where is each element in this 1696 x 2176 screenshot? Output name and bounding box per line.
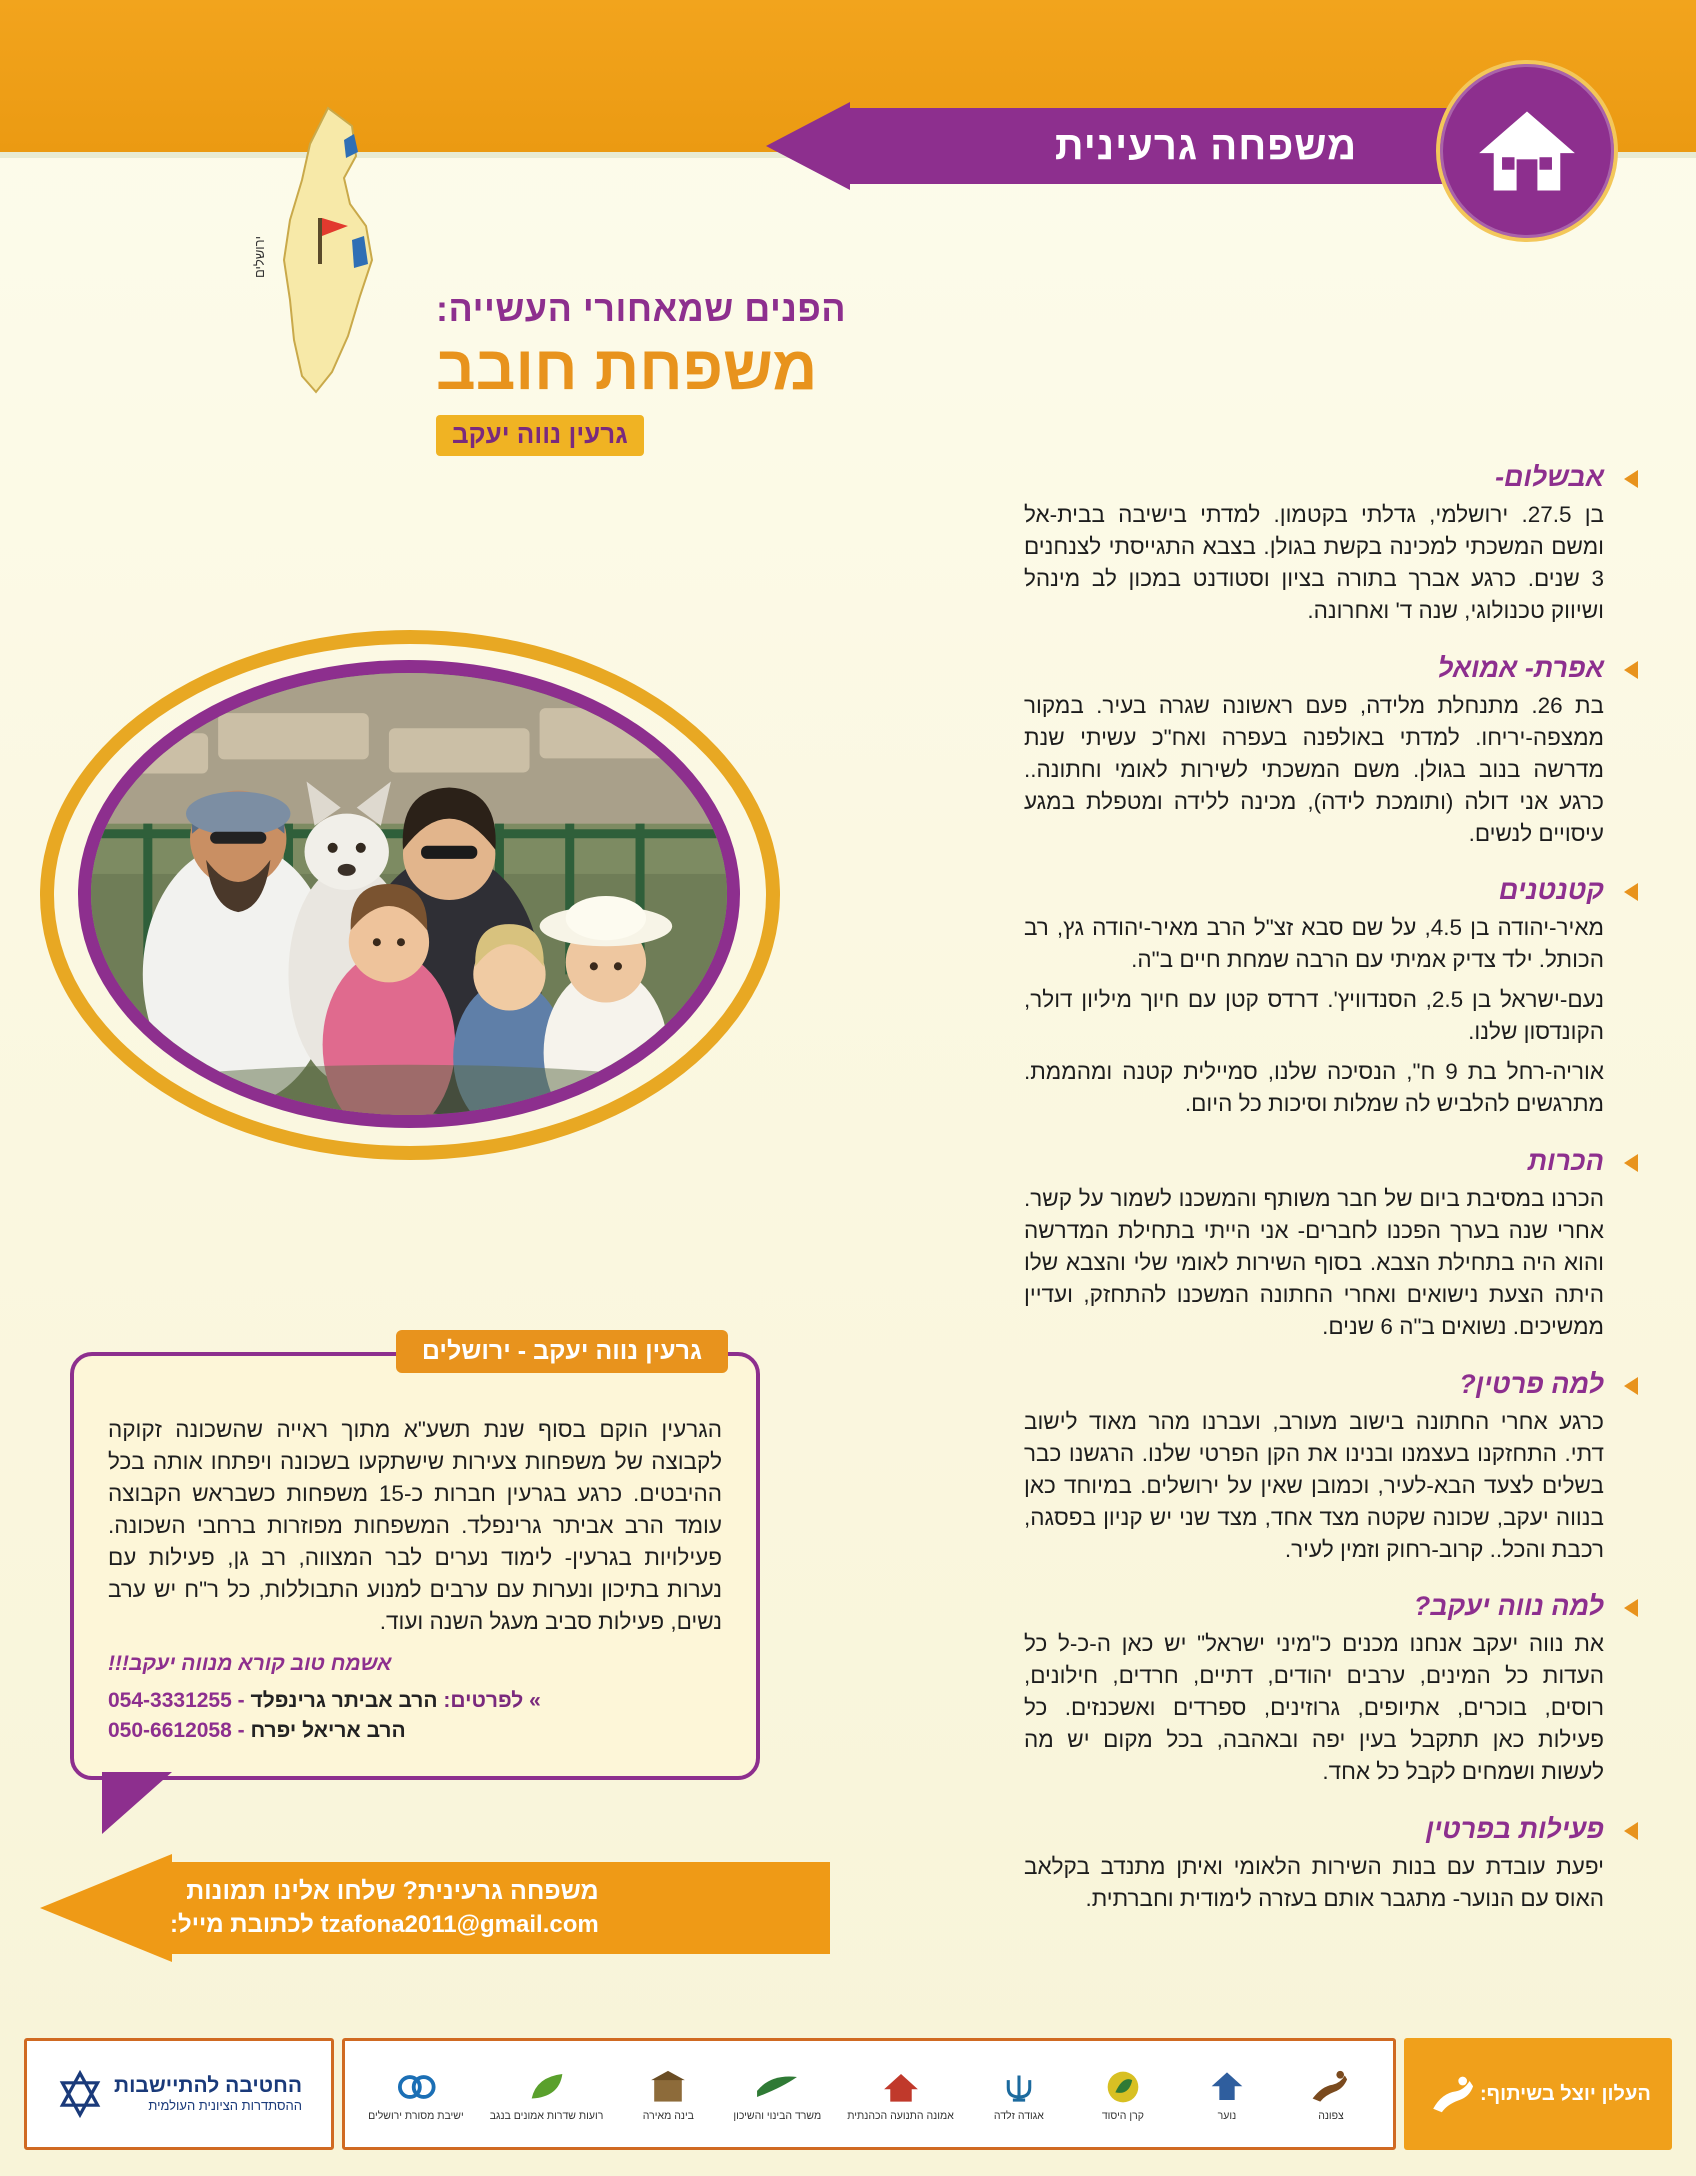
- footer-logo-strip: [24, 2038, 1672, 2150]
- leaf-circle-logo-icon: [1100, 2066, 1146, 2108]
- rings-logo-icon: [393, 2066, 439, 2108]
- contact-phone-1[interactable]: 054-3331255: [108, 1688, 232, 1712]
- contact-phone-2[interactable]: 050-6612058: [108, 1719, 232, 1742]
- bullet-icon: [1624, 1822, 1638, 1840]
- section-children: [1024, 875, 1604, 1120]
- footer-logo-9: [1292, 2066, 1370, 2123]
- footer-logo-caption: אמונה התנועה הכהנתית: [847, 2109, 954, 2122]
- bullet-icon: [1624, 1599, 1638, 1617]
- contact-name-2: הרב אריאל יפרח: [250, 1719, 406, 1742]
- footer-logo-caption: אגודה זלדה: [993, 2109, 1044, 2122]
- page-kicker: הפנים שמאחורי העשייה:: [436, 288, 847, 329]
- section-heading: למה נווה יעקב?: [1413, 1591, 1604, 1622]
- banner-arrow-tip: [766, 102, 850, 190]
- home-logo-icon: [878, 2066, 924, 2108]
- section-acquaintance: [1024, 1146, 1604, 1343]
- arrow-logo-icon: [754, 2066, 800, 2108]
- contact-line-1: » לפרטים: הרב אביתר גרינפלד - 054-3331255: [108, 1688, 541, 1712]
- contact-name-1: הרב אביתר גרינפלד: [250, 1688, 438, 1712]
- footer-logo-caption: נוער: [1217, 2109, 1237, 2122]
- section-paragraph: נעם-ישראל בן 2.5, הסנדוויץ'. דרדס קטן עם חיוך מיליון דולר, הקונדסון שלנו.: [1024, 987, 1604, 1045]
- page-title: משפחת חובב: [436, 334, 818, 403]
- footer-settlement-division: [24, 2038, 334, 2150]
- bubble-title: גרעין נווה יעקב - ירושלים: [396, 1330, 728, 1373]
- cta-email-label: לכתובת מייל:: [170, 1910, 314, 1938]
- footer-logo-caption: ישיבת מסורת ירושלים: [368, 2109, 464, 2122]
- footer-logos: [342, 2038, 1396, 2150]
- star-of-david-icon: [56, 2070, 104, 2118]
- footer-logo-caption: קרן היסוד: [1101, 2109, 1144, 2122]
- footer-logo-caption: בינה מאירה: [642, 2109, 694, 2122]
- green-leaf-logo-icon: [524, 2066, 570, 2108]
- contact-line-2: הרב אריאל יפרח - 050-6612058: [108, 1719, 406, 1742]
- bullet-icon: [1624, 470, 1638, 488]
- bubble-contacts: [108, 1686, 722, 1747]
- map-city-label: ירושלים: [252, 235, 267, 278]
- section-paragraph: בת 26. מתנחלת מלידה, פעם ראשונה שגרה בעיר. במקור ממצפה-יריחו. למדתי באולפנה בעפרה ואח"כ עשיתי שנת מדרשה בנוב בגולן. משם המשכתי לשירות לאומי וחתונה.. כרגע אני דולה (ותומכת לידה), מכינה ללידה ומטפלת במגע עיסויים לנשים.: [1024, 692, 1604, 846]
- footer-logo-5: [847, 2066, 954, 2123]
- cta-bar: [170, 1862, 830, 1954]
- garin-tag: גרעין נווה יעקב: [436, 415, 644, 456]
- section-paragraph: מאיר-יהודה בן 4.5, על שם סבא זצ"ל הרב מאיר-יהודה גץ, רב הכותל. ילד צדיק אמיתי עם הרבה שמחת חיים ב"ה.: [1024, 915, 1604, 973]
- footer-left-sub: ההסתדרות הציונית העולמית: [148, 2097, 303, 2113]
- section-heading: אבשלום-: [1495, 462, 1604, 492]
- footer-sponsor-banner: [1404, 2038, 1672, 2150]
- bullet-icon: [1624, 883, 1638, 901]
- section-paragraph: בן 27.5. ירושלמי, גדלתי בקטמון. למדתי בישיבה בבית-אל ומשם המשכתי למכינה בקשת בגולן. בצבא התגייסתי לצנחנים 3 שנים. כרגע אברך בתורה בציון וסטודנט במכון לב מינהל ושיווק טכנולוגי, שנה ד' ואחרונה.: [1024, 502, 1604, 623]
- section-heading: קטנטנים: [1498, 875, 1604, 906]
- section-activities: [1024, 1814, 1604, 1915]
- footer-logo-caption: משרד הבינוי והשיכון: [733, 2109, 822, 2122]
- section-why-here: [1024, 1369, 1604, 1566]
- footer-logo-3: [629, 2066, 707, 2123]
- section-heading: אפרת- אמואל: [1437, 652, 1604, 683]
- bullet-icon: [1624, 1154, 1638, 1172]
- footer-sponsor-label: העלון יוצל בשיתוף:: [1480, 2082, 1651, 2105]
- photo-inner-ring: [78, 660, 740, 1128]
- horse-rider-icon: [1428, 2072, 1480, 2116]
- bullet-icon: [1624, 1377, 1638, 1395]
- footer-logo-caption: צפונה: [1318, 2109, 1344, 2122]
- building-logo-icon: [645, 2066, 691, 2108]
- footer-logo-6: [980, 2066, 1058, 2123]
- family-photo: [40, 630, 780, 1160]
- section-heading: למה פרטין?: [1459, 1368, 1604, 1399]
- section-why-neve-yaakov: [1024, 1591, 1604, 1788]
- section-paragraph: את נווה יעקב אנחנו מכנים כ"מיני ישראל" יש כאן ה-כ-ל כל העדות כל המינים, ערבים יהודים, דתיים, חרדים, חילונים, רוסים, בוכרים, אתיופים, גרוזינים, ספרדים ואשכנזים. כל פעילות כאן תתקבל בעין יפה ובאהבה, בכל מקום יש מה לעשות ושמחים לקבל כל אחד.: [1024, 1631, 1604, 1785]
- bubble-body: הגרעין הוקם בסוף שנת תשע"א מתוך ראייה שהשכונה זקוקה לקבוצה של משפחות צעירות שישתקעו בשכונה ויפתחו אותה בכל ההיבטים. כרגע בגרעין חברות כ-15 משפחות כשבראש הקבוצה עומד הרב אביתר גרינפלד. המשפחות מפוזרות ברחבי השכונה. פעילויות בגרעין- לימוד נערים לבר המצווה, רב גן, פעילות עם נערות בתיכון ונערות עם ערבים למנוע התבוללות, כל ר"ח יש ערב נשים, פעילות סביב מעגל השנה ועוד.: [108, 1417, 722, 1634]
- section-paragraph: כרגע אחרי החתונה בישוב מעורב, ועברנו מהר מאוד לישוב דתי. התחזקנו בעצמנו ובנינו את הקן הפרטי שלנו. הרגשנו כבר בשלים לצעד הבא-לעיר, וכמובן שאין על ירושלים. במיוחד כאן בנווה יעקב, שכונה שקטה מצד אחד, מצד שני יש קניון בפסגה, רכבת והכל.. קרוב-רחוק וזמין לעיר.: [1024, 1408, 1604, 1562]
- footer-left-title: החטיבה להתיישבות: [114, 2074, 303, 2098]
- cta-line-1: משפחה גרעינית? שלחו אלינו תמונות: [186, 1876, 599, 1905]
- bubble-handwritten-note: אשמח טוב קורא מנווה יעקב!!!: [108, 1651, 392, 1675]
- banner-label: משפחה גרעינית: [1054, 123, 1358, 168]
- title-block: [436, 288, 1076, 456]
- section-heading: פעילות בפרטין: [1425, 1814, 1604, 1845]
- bullet-icon: [1624, 661, 1638, 679]
- cta-arrow-tip: [40, 1854, 172, 1962]
- footer-logo-2: [490, 2066, 604, 2123]
- rider-logo-icon: [1308, 2066, 1354, 2108]
- footer-logo-8: [1188, 2066, 1266, 2123]
- section-paragraph: יפעת עובדת עם בנות השירות הלאומי ואיתן מתנדב בקלאב האוס עם הנוער- מתגבר אותם בעזרה לימודית וחברתית.: [1024, 1854, 1604, 1912]
- footer-logo-7: [1084, 2066, 1162, 2123]
- footer-logo-caption: רועות שדרות אמונים בנגב: [489, 2109, 604, 2122]
- eagle-logo-icon: [1204, 2066, 1250, 2108]
- section-paragraph: הכרנו במסיבת ביום של חבר משותף והמשכנו לשמור על קשר. אחרי שנה בערך הפכנו לחברים- אני הייתי בתחילת המדרשה והוא היה בתחילת הצבא. בסוף השירות לאומי שלי והצבא שלו היתה הצעת נישואים ואחרי החתונה המשכנו להתחזק, ועדיין ממשיכים. נשואים ב"ה 6 שנים.: [1024, 1186, 1604, 1339]
- section-paragraph: אוריה-רחל בת 9 ח", הנסיכה שלנו, סמיילית קטנה ומהממת. מתרגשים להלביש לה שמלות וסיכות כל היום.: [1024, 1059, 1604, 1117]
- section-avshalom: [1024, 462, 1604, 627]
- article-column: [1024, 462, 1604, 1941]
- section-efrat: [1024, 653, 1604, 850]
- section-heading: הכרות: [1527, 1146, 1604, 1177]
- cta-email[interactable]: tzafona2011@gmail.com: [320, 1910, 599, 1938]
- house-icon: [1436, 60, 1618, 242]
- menorah-logo-icon: [996, 2066, 1042, 2108]
- garin-info-bubble: [70, 1337, 760, 1780]
- contact-label: לפרטים:: [443, 1688, 524, 1712]
- footer-logo-4: [733, 2066, 821, 2123]
- footer-logo-1: [368, 2066, 464, 2123]
- submit-photos-cta[interactable]: [40, 1862, 830, 1954]
